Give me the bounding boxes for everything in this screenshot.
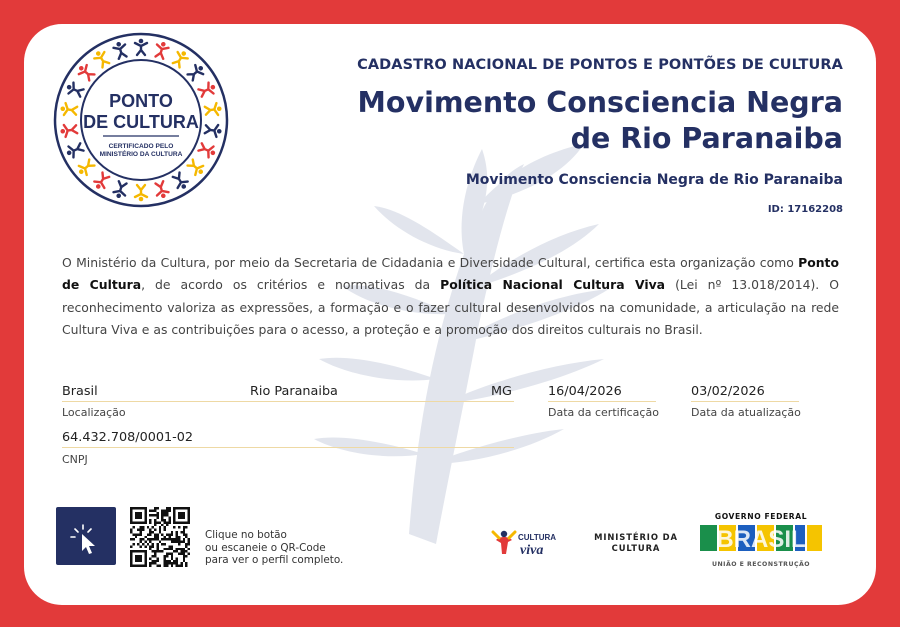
entity-name: [358, 85, 843, 157]
seal-line1: PONTO: [109, 91, 173, 111]
cultura-viva-logo: [490, 524, 570, 564]
registry-title: CADASTRO NACIONAL DE PONTOS E PONTÕES DE CULTURA: [357, 57, 843, 73]
location-label: Localização: [62, 406, 126, 419]
cursor-click-icon: [56, 507, 116, 565]
seal-certified-line1: CERTIFICADO PELO: [108, 143, 174, 150]
country-value: Brasil: [62, 384, 98, 399]
ministry-of-culture: [590, 532, 682, 554]
gov-slogan: UNIÃO E RECONSTRUÇÃO: [711, 561, 811, 568]
brasil-logo: [698, 521, 824, 555]
location-underline: [62, 401, 514, 402]
cnpj-underline: [62, 447, 514, 448]
state-value: MG: [491, 384, 512, 399]
ministry-line1: MINISTÉRIO DA: [594, 532, 678, 542]
entity-name-line1: Movimento Consciencia Negra: [357, 86, 843, 119]
ponto-de-cultura-seal: [53, 32, 229, 208]
cnpj-value: 64.432.708/0001-02: [62, 430, 194, 445]
entity-id: ID: 17162208: [767, 204, 843, 215]
update-date-underline: [691, 401, 799, 402]
qr-line3: para ver o perfil completo.: [205, 554, 344, 566]
qr-instructions: [205, 529, 343, 567]
governo-federal-logo: [698, 512, 824, 568]
brasil-logo-word: BRASIL: [716, 526, 806, 553]
entity-name-line2: de Rio Paranaiba: [570, 122, 843, 155]
certificate-card: [24, 24, 876, 605]
update-date-value: 03/02/2026: [691, 384, 765, 399]
body-part2: , de acordo os critérios e normativas da: [141, 277, 441, 293]
profile-button[interactable]: [56, 507, 116, 565]
body-bold-politica: Política Nacional Cultura Viva: [440, 277, 666, 293]
update-date-label: Data da atualização: [691, 406, 801, 419]
certification-text: [62, 252, 839, 341]
cert-date-value: 16/04/2026: [548, 384, 622, 399]
cultura-viva-word1: CULTURA: [518, 533, 557, 542]
seal-certified-line2: MINISTÉRIO DA CULTURA: [99, 151, 183, 158]
qr-line1: Clique no botão: [205, 529, 287, 541]
qr-line2: ou escaneie o QR-Code: [205, 541, 326, 554]
body-part3: (Lei nº 13.018/2014). O reconhecimento valoriza as expressões, a formação e o fazer cultural desenvolvidos na comunidade, a articulação na rede Cultura Viva e as contribuições para o acesso, a proteção e a promoção dos direitos culturais no Brasil.: [62, 277, 840, 337]
cert-date-underline: [548, 401, 656, 402]
body-part1: O Ministério da Cultura, por meio da Secretaria de Cidadania e Diversidade Cultural, certifica esta organização como: [62, 255, 799, 270]
qr-code[interactable]: [130, 507, 190, 567]
cert-date-label: Data da certificação: [548, 406, 659, 419]
body-bold-ponto: Ponto de Cultura: [62, 255, 839, 293]
cultura-viva-word2: viva: [520, 543, 544, 558]
entity-subtitle: Movimento Consciencia Negra de Rio Paranaiba: [465, 172, 843, 188]
cnpj-label: CNPJ: [62, 453, 88, 466]
ministry-line2: CULTURA: [611, 543, 661, 553]
seal-line2: DE CULTURA: [83, 112, 199, 132]
gov-federal-title: GOVERNO FEDERAL: [714, 512, 808, 521]
city-value: Rio Paranaiba: [250, 384, 338, 399]
